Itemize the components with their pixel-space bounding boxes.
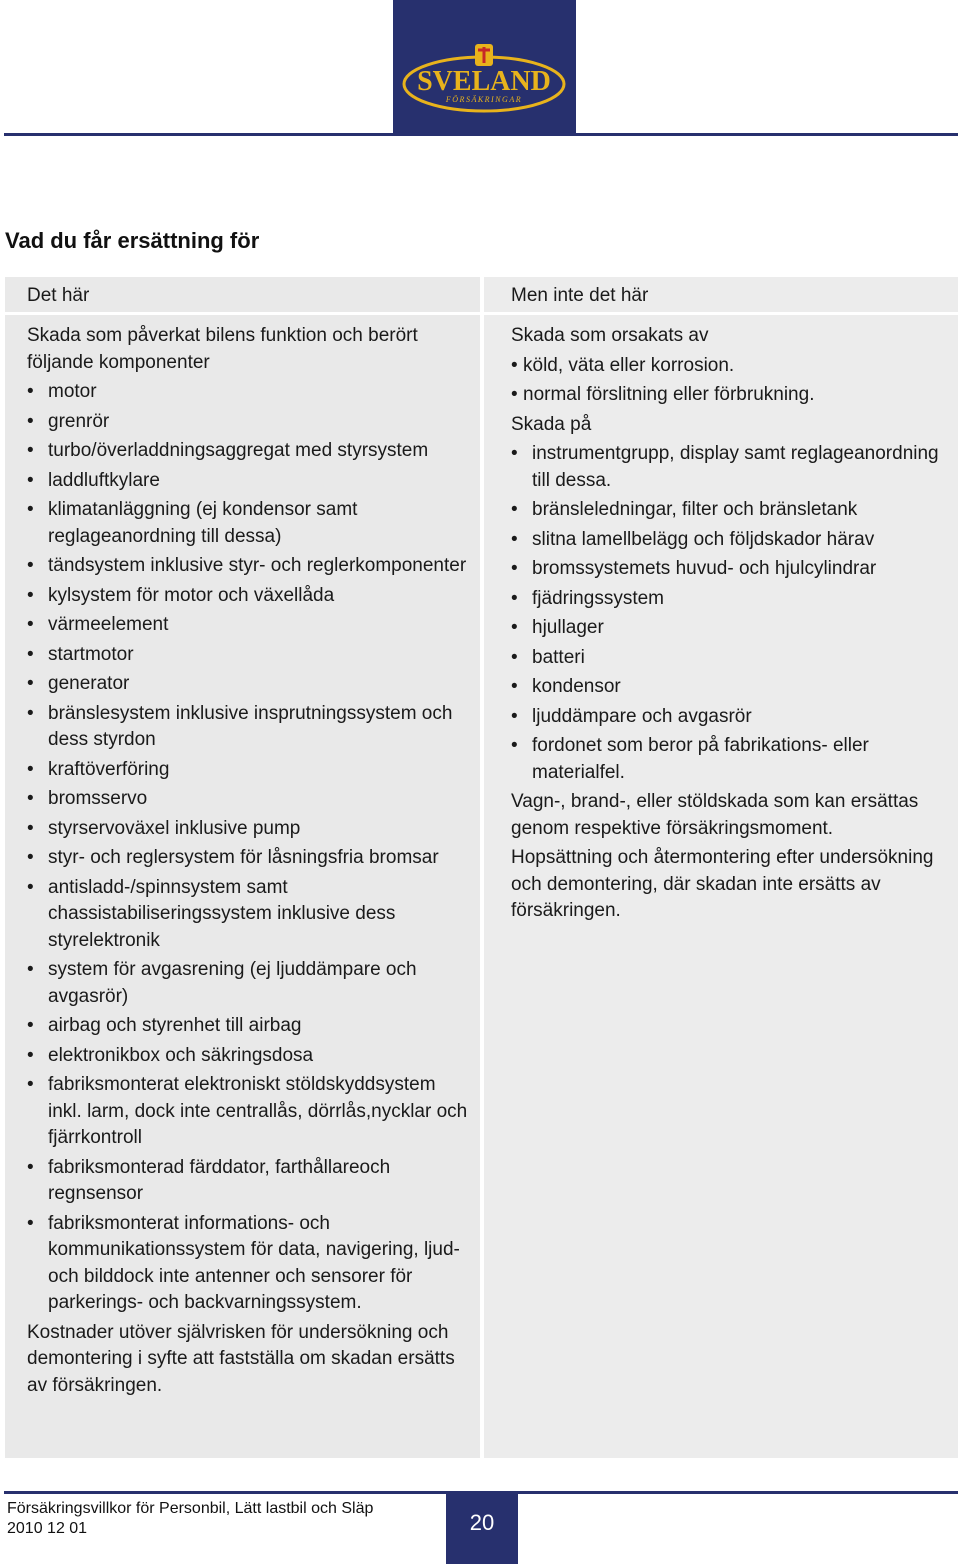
list-item: • kondensor: [511, 674, 951, 701]
excluded-intro-cause: Skada som orsakats av: [511, 325, 709, 346]
excluded-para-2: Hopsättning och återmontering efter undersökning och demontering, där skadan inte ersätts av försäkringen.: [511, 847, 934, 921]
list-item: • batteri: [511, 645, 951, 672]
list-item: • kylsystem för motor och växellåda: [27, 583, 472, 610]
page-number: 20: [469, 1510, 495, 1535]
excluded-body: [511, 323, 951, 928]
header-rule: [4, 133, 958, 136]
list-item: • styrservoväxel inklusive pump: [27, 816, 472, 843]
covered-list: [27, 379, 472, 1040]
list-item: • antisladd-/spinnsystem samt chassistabiliseringssystem inklusive dess styrelektronik: [27, 875, 472, 955]
covered-column: [5, 277, 480, 1458]
excluded-heading: Men inte det här: [511, 285, 649, 306]
logo-banner: [393, 0, 576, 133]
covered-body: [27, 323, 472, 1402]
list-item: • ljuddämpare och avgasrör: [511, 704, 951, 731]
list-item: • elektronikbox och säkringsdosa: [27, 1043, 472, 1070]
list-item: • bromsservo: [27, 786, 472, 813]
list-item: • hjullager: [511, 615, 951, 642]
excluded-column: [484, 277, 958, 1458]
list-item: • fordonet som beror på fabrikations- eller materialfel.: [511, 733, 951, 786]
list-item: • slitna lamellbelägg och följdskador härav: [511, 527, 951, 554]
list-item: • kraftöverföring: [27, 757, 472, 784]
sveland-logo: [393, 0, 576, 133]
list-item: • värmeelement: [27, 612, 472, 639]
covered-intro: Skada som påverkat bilens funktion och berört följande komponenter: [27, 325, 418, 373]
footer-title: Försäkringsvillkor för Personbil, Lätt lastbil och Släp: [7, 1500, 374, 1517]
list-item: • normal förslitning eller förbrukning.: [511, 382, 951, 409]
list-item: • fjädringssystem: [511, 586, 951, 613]
list-item: • grenrör: [27, 409, 472, 436]
list-item: • bromssystemets huvud- och hjulcylindrar: [511, 556, 951, 583]
coverage-table: [5, 277, 958, 1458]
header-row-divider: [5, 312, 958, 315]
covered-heading: Det här: [27, 285, 90, 306]
covered-list-extra: [27, 1043, 472, 1317]
excluded-damage-list: [511, 441, 951, 786]
list-item: • bränsleledningar, filter och bränsletank: [511, 497, 951, 524]
list-item: • fabriksmonterat informations- och kommunikationssystem för data, navigering, ljud-och bilddock inte antenner och sensorer för parkerings- och backvarningssystem.: [27, 1211, 472, 1317]
logo-subtext: FÖRSÄKRINGAR: [445, 95, 523, 104]
list-item: • motor: [27, 379, 472, 406]
list-item: • turbo/överladdningsaggregat med styrsystem: [27, 438, 472, 465]
list-item: • tändsystem inklusive styr- och reglerkomponenter: [27, 553, 472, 580]
logo-wordmark: SVELAND: [417, 66, 551, 97]
footer-date: 2010 12 01: [7, 1520, 88, 1537]
excluded-cause-list: [511, 353, 951, 409]
list-item: • laddluftkylare: [27, 468, 472, 495]
list-item: • startmotor: [27, 642, 472, 669]
list-item: • fabriksmonterat elektroniskt stöldskyddsystem inkl. larm, dock inte centrallås, dörrlås,nycklar och fjärrkontroll: [27, 1072, 472, 1152]
list-item: • bränslesystem inklusive insprutningssystem och dess styrdon: [27, 701, 472, 754]
list-item: • köld, väta eller korrosion.: [511, 353, 951, 380]
list-item: • fabriksmonterad färddator, farthållareoch regnsensor: [27, 1155, 472, 1208]
list-item: • generator: [27, 671, 472, 698]
excluded-intro-damage: Skada på: [511, 413, 592, 435]
excluded-para-1: Vagn-, brand-, eller stöldskada som kan ersättas genom respektive försäkringsmoment.: [511, 791, 919, 839]
list-item: • system för avgasrening (ej ljuddämpare och avgasrör): [27, 957, 472, 1010]
list-item: • klimatanläggning (ej kondensor samt reglageanordning till dessa): [27, 497, 472, 550]
list-item: • styr- och reglersystem för låsningsfria bromsar: [27, 845, 472, 872]
list-item: • instrumentgrupp, display samt reglageanordning till dessa.: [511, 441, 951, 494]
list-item: • airbag och styrenhet till airbag: [27, 1013, 472, 1040]
section-title: Vad du får ersättning för: [5, 228, 260, 253]
covered-outro: Kostnader utöver självrisken för undersökning och demontering i syfte att fastställa om skadan ersätts av försäkringen.: [27, 1321, 455, 1396]
